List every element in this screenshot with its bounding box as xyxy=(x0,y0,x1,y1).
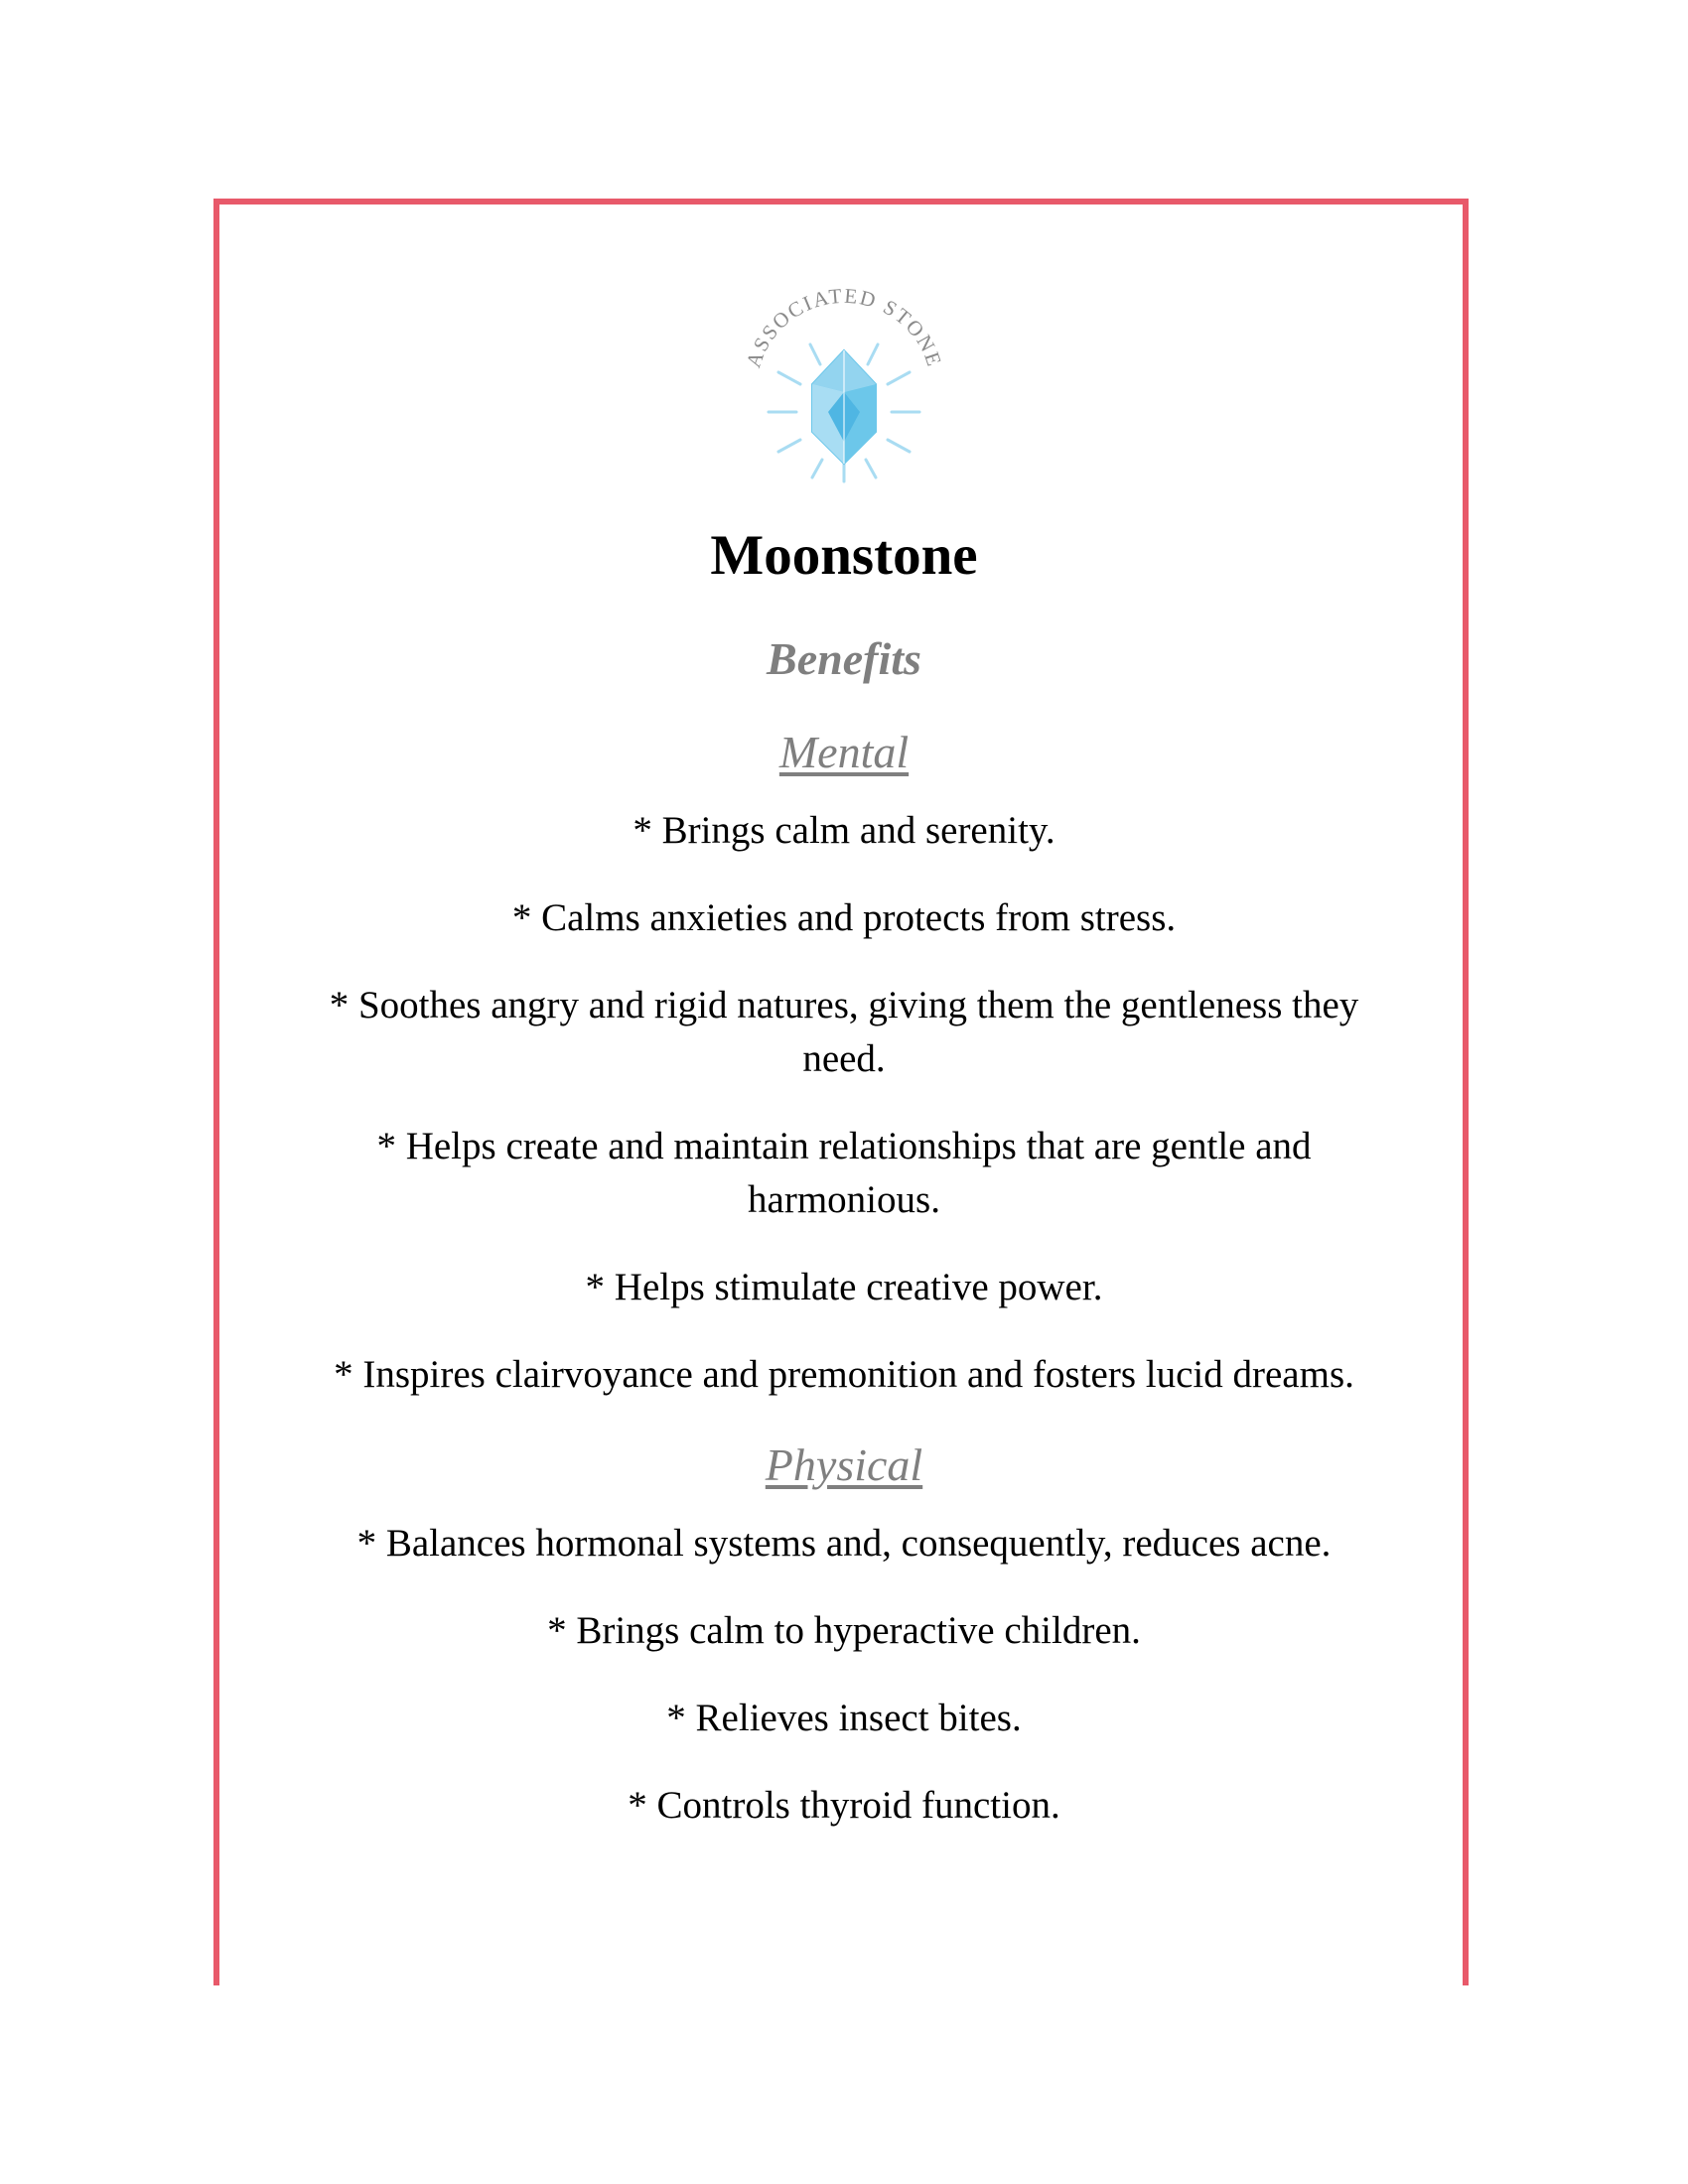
logo-arc-text: ASSOCIATED STONE xyxy=(741,283,947,371)
subtitle-benefits: Benefits xyxy=(767,633,921,684)
mental-benefits-list xyxy=(278,804,1410,1402)
list-item: * Soothes angry and rigid natures, giving them the gentleness they need. xyxy=(329,984,1359,1080)
list-item: * Inspires clairvoyance and premonition and fosters lucid dreams. xyxy=(334,1353,1354,1396)
section-heading-physical: Physical xyxy=(765,1439,923,1490)
physical-benefits-list xyxy=(278,1517,1410,1833)
section-heading-mental: Mental xyxy=(778,727,910,777)
crystal-icon xyxy=(812,350,876,464)
list-item: * Relieves insect bites. xyxy=(666,1697,1022,1739)
list-item: * Helps create and maintain relationships that are gentle and harmonious. xyxy=(376,1125,1312,1221)
list-item: * Controls thyroid function. xyxy=(628,1784,1060,1827)
list-item: * Balances hormonal systems and, consequently, reduces acne. xyxy=(356,1522,1332,1565)
list-item: * Brings calm and serenity. xyxy=(633,809,1055,852)
page-title: Moonstone xyxy=(710,524,978,587)
associated-stone-logo xyxy=(735,273,953,491)
list-item: * Brings calm to hyperactive children. xyxy=(547,1609,1141,1652)
list-item: * Calms anxieties and protects from stress. xyxy=(511,896,1177,939)
document-content xyxy=(278,516,1410,1866)
list-item: * Helps stimulate creative power. xyxy=(585,1266,1103,1308)
